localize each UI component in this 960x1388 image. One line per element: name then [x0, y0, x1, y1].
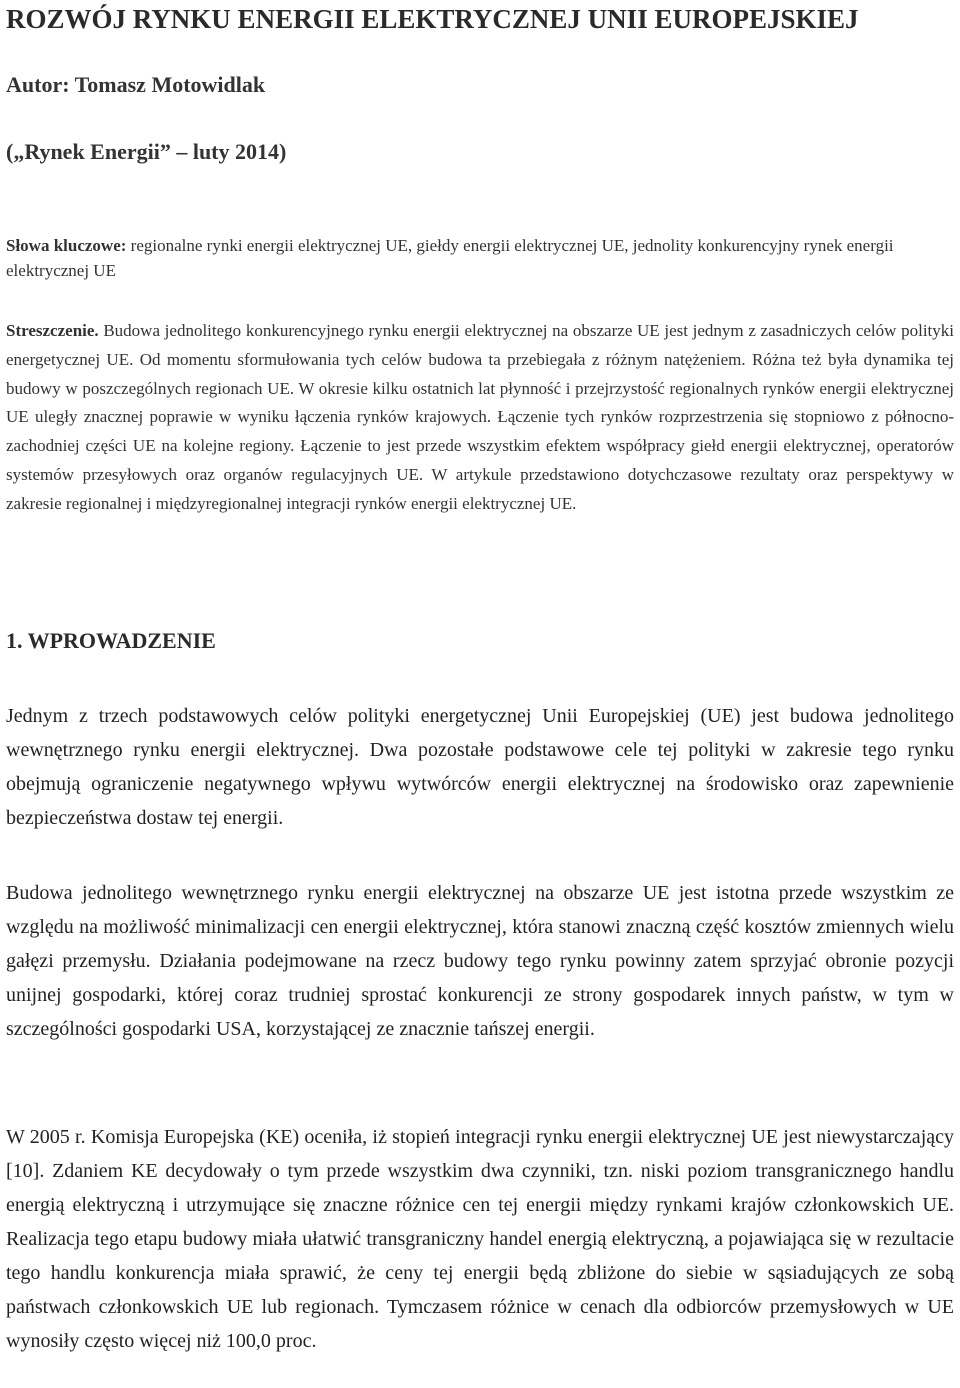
paragraph: W 2005 r. Komisja Europejska (KE) oceniła, iż stopień integracji rynku energii elektrycznej UE jest niewystarczający [10]. Zdaniem KE decydowały o tym przede wszystkim dwa czynniki, tzn. niski poziom transgranicznego handlu energią elektryczną i utrzymujące się znaczne różnice cen tej energii między rynkami krajów członkowskich UE. Realizacja tego etapu budowy miała ułatwić transgraniczny handel energią elektryczną, a pojawiająca się w rezultacie tego handlu konkurencja miała sprawić, że ceny tej energii będą zbliżone do siebie w sąsiadujących ze sobą państwach członkowskich UE lub regionach. Tymczasem różnice w cenach dla odbiorców przemysłowych w UE wynosiły często więcej niż 100,0 proc.: [6, 1126, 954, 1352]
section-heading: 1. WPROWADZENIE: [6, 628, 216, 653]
paragraph: Budowa jednolitego wewnętrznego rynku energii elektrycznej na obszarze UE jest istotna przede wszystkim ze względu na możliwość minimalizacji cen energii elektrycznej, która stanowi znaczną część kosztów zmiennych wielu gałęzi przemysłu. Działania podejmowane na rzecz budowy tego rynku powinny zatem sprzyjać obronie pozycji unijnej gospodarki, której coraz trudniej sprostać konkurencji ze strony gospodarek innych państw, w tym w szczególności gospodarki USA, korzystającej ze znacznie tańszej energii.: [6, 882, 954, 1040]
keywords-block: [6, 233, 954, 283]
keywords-text: regionalne rynki energii elektrycznej UE, giełdy energii elektrycznej UE, jednolity konkurencyjny rynek energii elektrycznej UE: [6, 236, 894, 280]
abstract-block: [6, 317, 954, 519]
author-line: Autor: Tomasz Motowidlak: [6, 72, 266, 97]
abstract-text: Budowa jednolitego konkurencyjnego rynku energii elektrycznej na obszarze UE jest jednym z zasadniczych celów polityki energetycznej UE. Od momentu sformułowania tych celów budowa ta przebiegała z różnym natężeniem. Różna też była dynamika tej budowy w poszczególnych regionach UE. W okresie kilku ostatnich lat płynność i przejrzystość regionalnych rynków energii elektrycznej UE uległy znacznej poprawie w wyniku łączenia rynków krajowych. Łączenie tych rynków rozprzestrzenia się stopniowo z północno-zachodniej części UE na kolejne regiony. Łączenie to jest przede wszystkim efektem współpracy giełd energii elektrycznej, operatorów systemów przesyłowych oraz organów regulacyjnych UE. W artykule przedstawiono dotychczasowe rezultaty oraz perspektywy w zakresie regionalnej i międzyregionalnej integracji rynków energii elektrycznej UE.: [6, 321, 954, 513]
keywords-label: Słowa kluczowe:: [6, 236, 127, 255]
source-line: („Rynek Energii” – luty 2014): [6, 139, 287, 164]
paragraph: Jednym z trzech podstawowych celów polityki energetycznej Unii Europejskiej (UE) jest budowa jednolitego wewnętrznego rynku energii elektrycznej. Dwa pozostałe podstawowe cele tej polityki w zakresie tego rynku obejmują ograniczenie negatywnego wpływu wytwórców energii elektrycznej na środowisko oraz zapewnienie bezpieczeństwa dostaw tej energii.: [6, 705, 954, 829]
document-title: ROZWÓJ RYNKU ENERGII ELEKTRYCZNEJ UNII EUROPEJSKIEJ: [6, 4, 859, 34]
abstract-label: Streszczenie.: [6, 321, 99, 340]
